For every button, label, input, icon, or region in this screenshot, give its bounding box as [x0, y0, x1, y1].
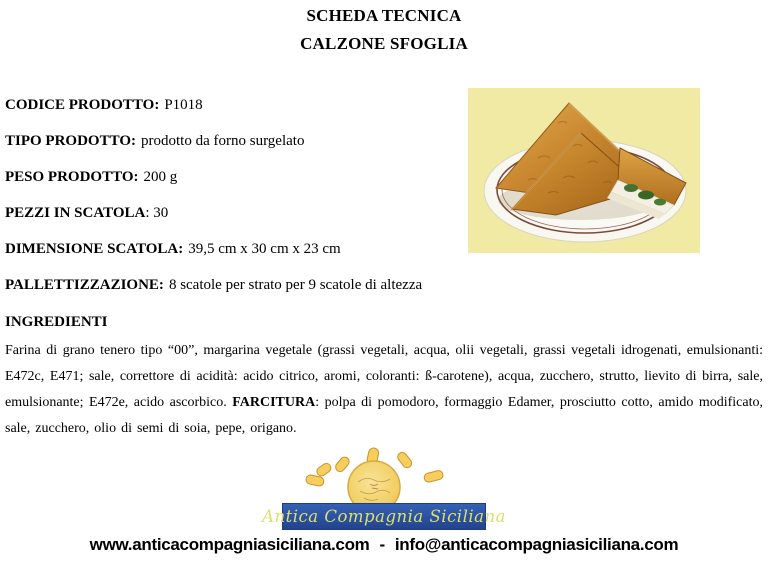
ingredients-heading: INGREDIENTI — [5, 314, 108, 330]
calzone-photo-illustration — [468, 88, 700, 253]
spec-value: 39,5 cm x 30 cm x 23 cm — [188, 241, 341, 257]
spec-row-pallettizzazione — [5, 277, 422, 293]
spec-label: DIMENSIONE SCATOLA: — [5, 241, 184, 257]
sun-pastry-icon — [282, 446, 486, 510]
spec-value: : 30 — [145, 205, 169, 221]
spec-row-dimensione-scatola — [5, 241, 422, 257]
email-text: info@anticacompagniasiciliana.com — [394, 535, 679, 554]
brand-name: Antica Compagnia Siciliana — [262, 507, 506, 526]
footer-contacts — [0, 535, 768, 555]
title-line-1: SCHEDA TECNICA — [306, 6, 462, 25]
ingredients-paragraph — [5, 338, 763, 442]
ingredients-text-part2: : polpa di pomodoro, formaggio Edamer, prosciutto cotto, amido modificato, sale, zucchero, olio di semi di soia, pepe, origano. — [5, 395, 763, 436]
separator-dash: - — [379, 535, 385, 554]
spec-label: PALLETTIZZAZIONE: — [5, 277, 164, 293]
calzone-product-photo — [468, 88, 700, 253]
farcitura-label: FARCITURA — [232, 395, 316, 410]
product-specs — [5, 97, 422, 313]
spec-row-pezzi-in-scatola — [5, 205, 422, 221]
spec-label: PESO PRODOTTO: — [5, 169, 139, 185]
spec-value: 8 scatole per strato per 9 scatole di altezza — [168, 277, 423, 293]
ingredients-text-part1: Farina di grano tenero tipo “00”, margarina vegetale (grassi vegetali, acqua, olii vegetali, grassi vegetali idrogenati, emulsionanti: E472c, E471; sale, correttore di acidità: acido citrico, aromi, coloranti: ß-carotene), acqua, zucchero, strutto, lievito di birra, sale, emulsionante; E472e, acido ascorbico. — [5, 343, 763, 410]
spec-row-tipo-prodotto — [5, 133, 422, 149]
website-text: www.anticacompagniasiciliana.com — [89, 535, 370, 554]
spec-label: CODICE PRODOTTO: — [5, 97, 160, 113]
document-title-block — [0, 2, 768, 58]
brand-banner — [262, 503, 506, 530]
ingredients-section — [5, 313, 763, 442]
spec-value: prodotto da forno surgelato — [141, 133, 305, 149]
spec-label: PEZZI IN SCATOLA — [5, 205, 146, 221]
spec-row-codice-prodotto — [5, 97, 422, 113]
title-line-2: CALZONE SFOGLIA — [300, 34, 468, 53]
spec-value: 200 g — [143, 169, 178, 185]
spec-value: P1018 — [164, 97, 203, 113]
spec-label: TIPO PRODOTTO: — [5, 133, 136, 149]
company-logo — [262, 446, 506, 530]
spec-row-peso-prodotto — [5, 169, 422, 185]
